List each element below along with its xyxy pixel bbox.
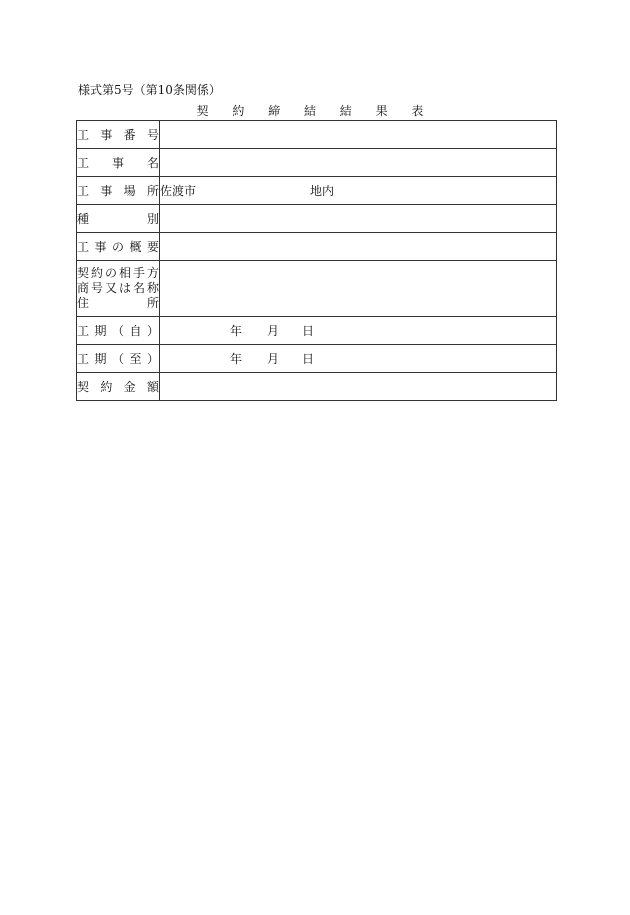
contractor-value[interactable] [160, 261, 557, 317]
category-label: 種 別 [77, 205, 160, 233]
construction-name-label: 工 事 名 [77, 149, 160, 177]
period-end-month: 月 [267, 352, 280, 366]
construction-number-value[interactable] [160, 121, 557, 149]
row-construction-name [77, 149, 557, 177]
category-value[interactable] [160, 205, 557, 233]
row-construction-site [77, 177, 557, 205]
row-period-start [77, 317, 557, 345]
contractor-label-line-2: 商号又は名称 [77, 281, 159, 295]
document-title: 契 約 締 結 結 果 表 [196, 104, 434, 118]
overview-value[interactable] [160, 233, 557, 261]
period-end-value[interactable] [160, 345, 557, 373]
construction-number-label: 工 事 番 号 [77, 121, 160, 149]
contract-result-table [76, 120, 557, 401]
row-contractor [77, 261, 557, 317]
contract-amount-label: 契 約 金 額 [77, 373, 160, 401]
row-category [77, 205, 557, 233]
form-code: 様式第5号（第10条関係） [78, 83, 221, 97]
row-period-end [77, 345, 557, 373]
site-city: 佐渡市 [160, 184, 197, 198]
period-start-month: 月 [267, 324, 280, 338]
site-area-suffix: 地内 [310, 184, 335, 198]
construction-site-label: 工 事 場 所 [77, 177, 160, 205]
contract-amount-value[interactable] [160, 373, 557, 401]
contractor-label-line-3: 住 所 [77, 296, 159, 310]
period-end-day: 日 [302, 352, 315, 366]
period-start-day: 日 [302, 324, 315, 338]
period-end-label: 工 期 （ 至 ） [77, 345, 160, 373]
period-end-year: 年 [230, 352, 243, 366]
overview-label: 工事の概要 [77, 233, 160, 261]
period-start-label: 工 期 （ 自 ） [77, 317, 160, 345]
period-start-value[interactable] [160, 317, 557, 345]
contractor-label [77, 261, 160, 317]
period-start-year: 年 [230, 324, 243, 338]
row-overview [77, 233, 557, 261]
contractor-label-line-1: 契約の相手方 [77, 266, 159, 280]
construction-name-value[interactable] [160, 149, 557, 177]
row-construction-number [77, 121, 557, 149]
row-contract-amount [77, 373, 557, 401]
construction-site-value[interactable] [160, 177, 557, 205]
